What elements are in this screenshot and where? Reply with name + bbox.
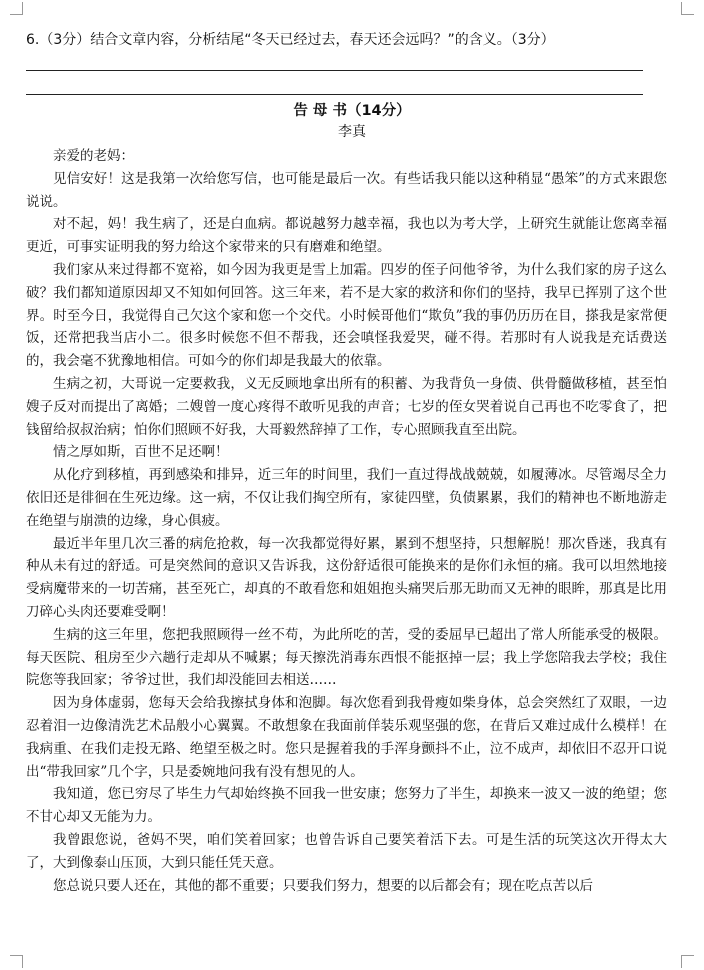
paragraph: 我知道，您已穷尽了毕生力气却始终换不回我一世安康；您努力了半生，却换来一波又一波的绝望；您不甘心却又无能为力。 xyxy=(26,786,667,826)
paragraph: 最近半年里几次三番的病危抢救，每一次我都觉得好累，累到不想坚持，只想解脱！那次昏迷，我真有种从未有过的舒适。可是突然间的意识又告诉我，这份舒适很可能换来的是你们永恒的痛。我可以坦然地接受病魔带来的一切苦痛，甚至死亡，却真的不敢看您和姐姐抱头痛哭后那无助而又无神的眼眸，那真是比用刀碎心头肉还要难受啊！ xyxy=(26,535,667,620)
crop-mark-top-left xyxy=(10,2,23,15)
paragraph: 情之厚如斯，百世不足还啊！ xyxy=(53,444,229,461)
article-author: 李真 xyxy=(338,124,366,140)
letter-body xyxy=(26,145,667,897)
crop-mark-top-right xyxy=(681,2,694,15)
paragraph: 生病之初，大哥说一定要救我，义无反顾地拿出所有的积蓄、为我背负一身债、供骨髓做移植，甚至怕嫂子反对而提出了离婚；二嫂曾一度心疼得不敢听见我的声音；七岁的侄女哭着说自己再也不吃零食了，把钱留给叔叔治病；怕你们照顾不好我，大哥毅然辞掉了工作，专心照顾我直至出院。 xyxy=(26,375,667,438)
paragraph: 我们家从来过得都不宽裕，如今因为我更是雪上加霜。四岁的侄子问他爷爷，为什么我们家的房子这么破？我们都知道原因却又不知如何回答。这三年来，若不是大家的救济和你们的坚持，我早已挥别了这个世界。时至今日，我觉得自己欠这个家和您一个交代。小时候哥他们“欺负”我的事仍历历在目，搽我是家常便饭，还常把我当店小二。很多时候您不但不帮我，还会嗔怪我爱哭，碰不得。若那时有人说我是充话费送的，我会毫不犹豫地相信。可如今的你们却是我最大的依靠。 xyxy=(26,261,667,370)
paragraph: 见信安好！这是我第一次给您写信，也可能是最后一次。有些话我只能以这种稍显“愚笨”的方式来跟您说说。 xyxy=(26,170,667,210)
answer-line[interactable] xyxy=(26,70,643,71)
paragraph: 因为身体虚弱，您每天会给我擦拭身体和泡脚。每次您看到我骨瘦如柴身体，总会突然红了双眼，一边忍着泪一边像清洗艺术品般小心翼翼。不敢想象在我面前佯装乐观坚强的您，在背后又难过成什么模样！在我病重、在我们走投无路、绝望至极之时。您只是握着我的手浑身颤抖不止，泣不成声，却依旧不忍开口说出“带我回家”几个字，只是委婉地问我有没有想见的人。 xyxy=(26,695,667,780)
crop-mark-bottom-right xyxy=(681,955,694,968)
paragraph: 生病的这三年里，您把我照顾得一丝不苟，为此所吃的苦，受的委屈早已超出了常人所能承受的极限。每天医院、租房至少六趟行走却从不喊累；每天擦洗消毒东西恨不能抠掉一层；我上学您陪我去学校；我住院您等我回家；爷爷过世，我们却没能回去相送…… xyxy=(26,626,667,689)
answer-line[interactable] xyxy=(26,94,643,95)
paragraph: 对不起，妈！我生病了，还是白血病。都说越努力越幸福，我也以为考大学，上研究生就能让您离幸福更近，可事实证明我的努力给这个家带来的只有磨难和绝望。 xyxy=(26,216,667,256)
paragraph: 您总说只要人还在，其他的都不重要；只要我们努力，想要的以后都会有；现在吃点苦以后 xyxy=(53,877,593,894)
crop-mark-bottom-left xyxy=(10,955,23,968)
question-6: 6.（3分）结合文章内容，分析结尾“冬天已经过去，春天还会远吗？”的含义。（3分） xyxy=(26,32,555,48)
paragraph: 从化疗到移植，再到感染和排异，近三年的时间里，我们一直过得战战兢兢，如履薄冰。尽管竭尽全力依旧还是徘徊在生死边缘。这一病，不仅让我们掏空所有，家徒四壁，负债累累，我们的精神也不断地游走在绝望与崩溃的边缘，身心俱疲。 xyxy=(26,467,667,529)
paragraph: 我曾跟您说，爸妈不哭，咱们笑着回家；也曾告诉自己要笑着活下去。可是生活的玩笑这次开得太大了，大到像泰山压顶，大到只能任凭天意。 xyxy=(26,831,667,871)
article-title: 告 母 书（14分） xyxy=(293,103,411,119)
paragraph: 亲爱的老妈： xyxy=(53,148,134,164)
